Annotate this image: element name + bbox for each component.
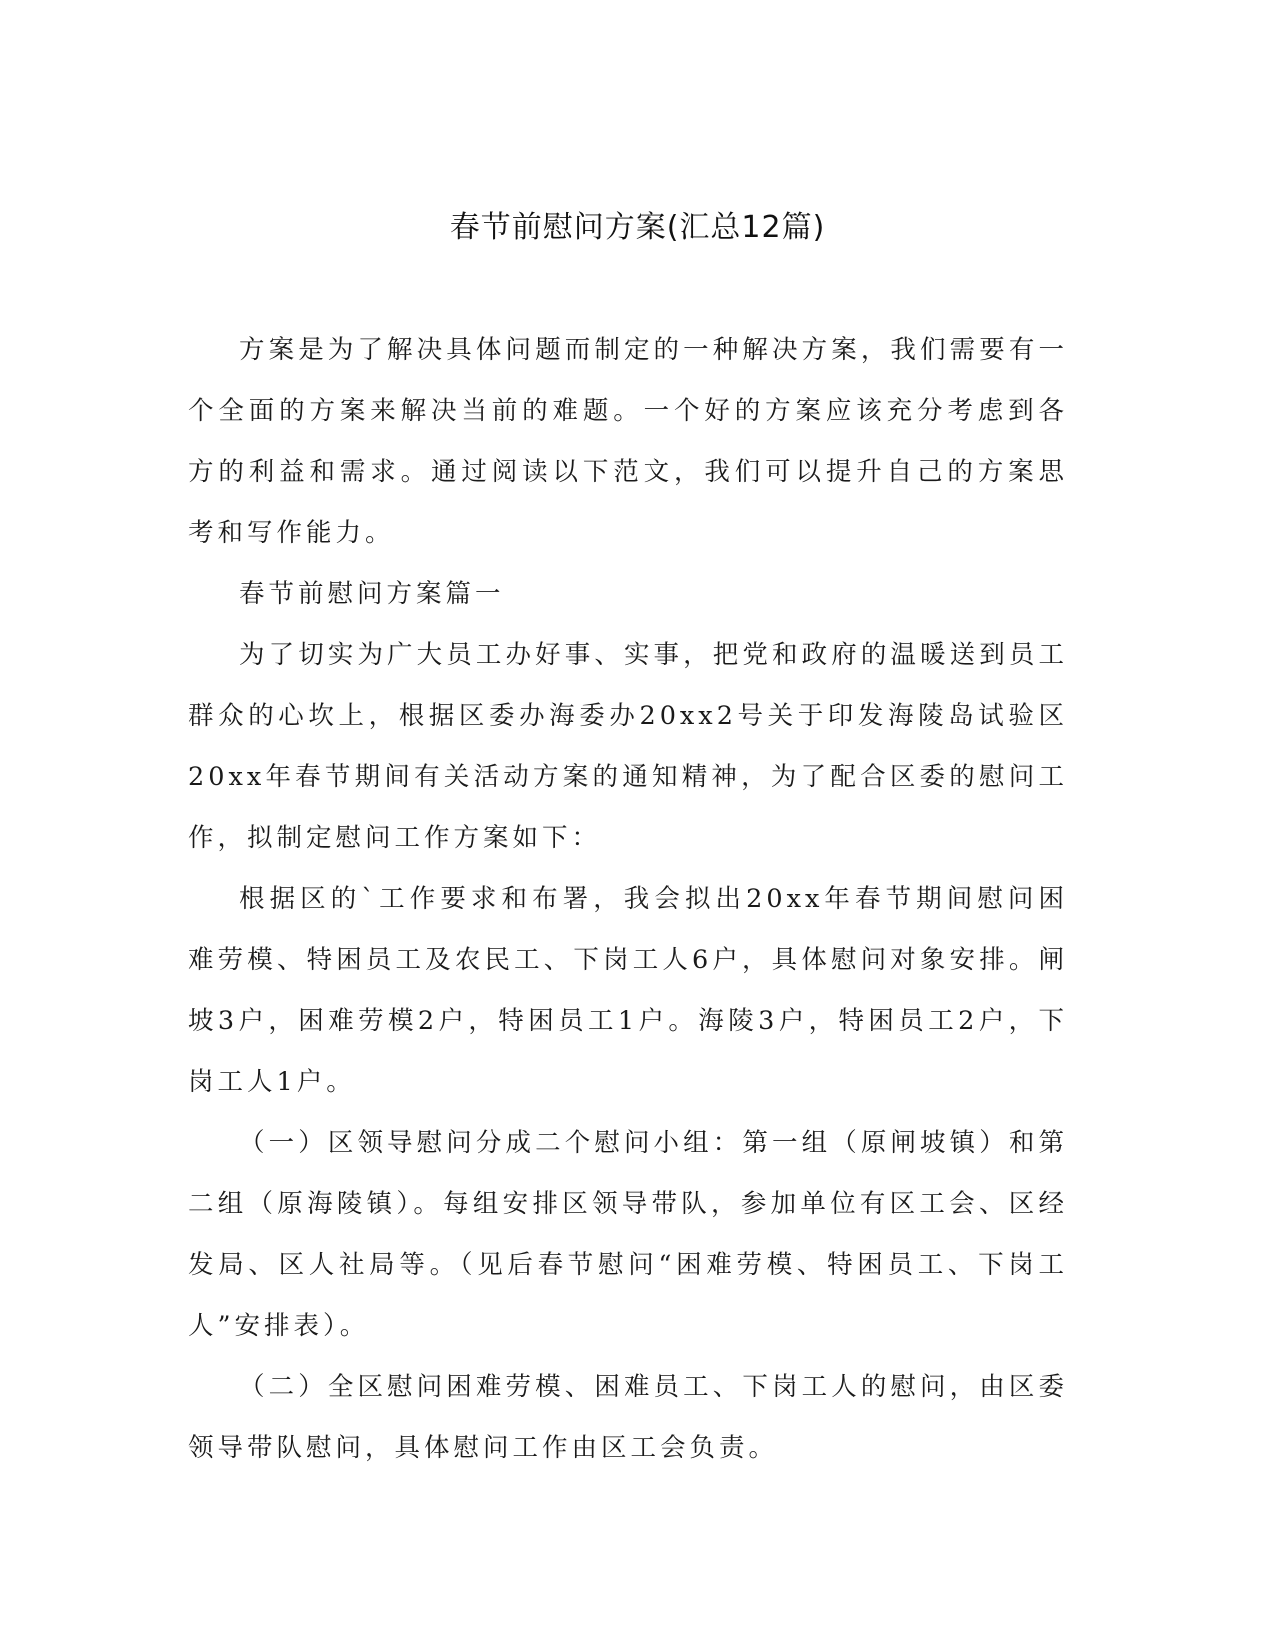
document-body bbox=[188, 320, 1068, 1479]
document-title: 春节前慰问方案(汇总12篇) bbox=[449, 210, 826, 245]
intro-paragraph: 方案是为了解决具体问题而制定的一种解决方案，我们需要有一个全面的方案来解决当前的难题。一个好的方案应该充分考虑到各方的利益和需求。通过阅读以下范文，我们可以提升自己的方案思考和写作能力。 bbox=[188, 335, 1068, 548]
body-paragraph: （二）全区慰问困难劳模、困难员工、下岗工人的慰问，由区委领导带队慰问，具体慰问工作由区工会负责。 bbox=[188, 1372, 1068, 1463]
section-heading: 春节前慰问方案篇一 bbox=[239, 579, 505, 609]
body-paragraph: 根据区的`工作要求和布署，我会拟出20xx年春节期间慰问困难劳模、特困员工及农民工、下岗工人6户，具体慰问对象安排。闸坡3户，困难劳模2户，特困员工1户。海陵3户，特困员工2户，下岗工人1户。 bbox=[188, 884, 1068, 1097]
body-paragraph: 为了切实为广大员工办好事、实事，把党和政府的温暖送到员工群众的心坎上，根据区委办海委办20xx2号关于印发海陵岛试验区20xx年春节期间有关活动方案的通知精神，为了配合区委的慰问工作，拟制定慰问工作方案如下： bbox=[188, 640, 1068, 853]
body-paragraph: （一）区领导慰问分成二个慰问小组：第一组（原闸坡镇）和第二组（原海陵镇）。每组安排区领导带队，参加单位有区工会、区经发局、区人社局等。（见后春节慰问“困难劳模、特困员工、下岗工人”安排表）。 bbox=[188, 1128, 1068, 1341]
